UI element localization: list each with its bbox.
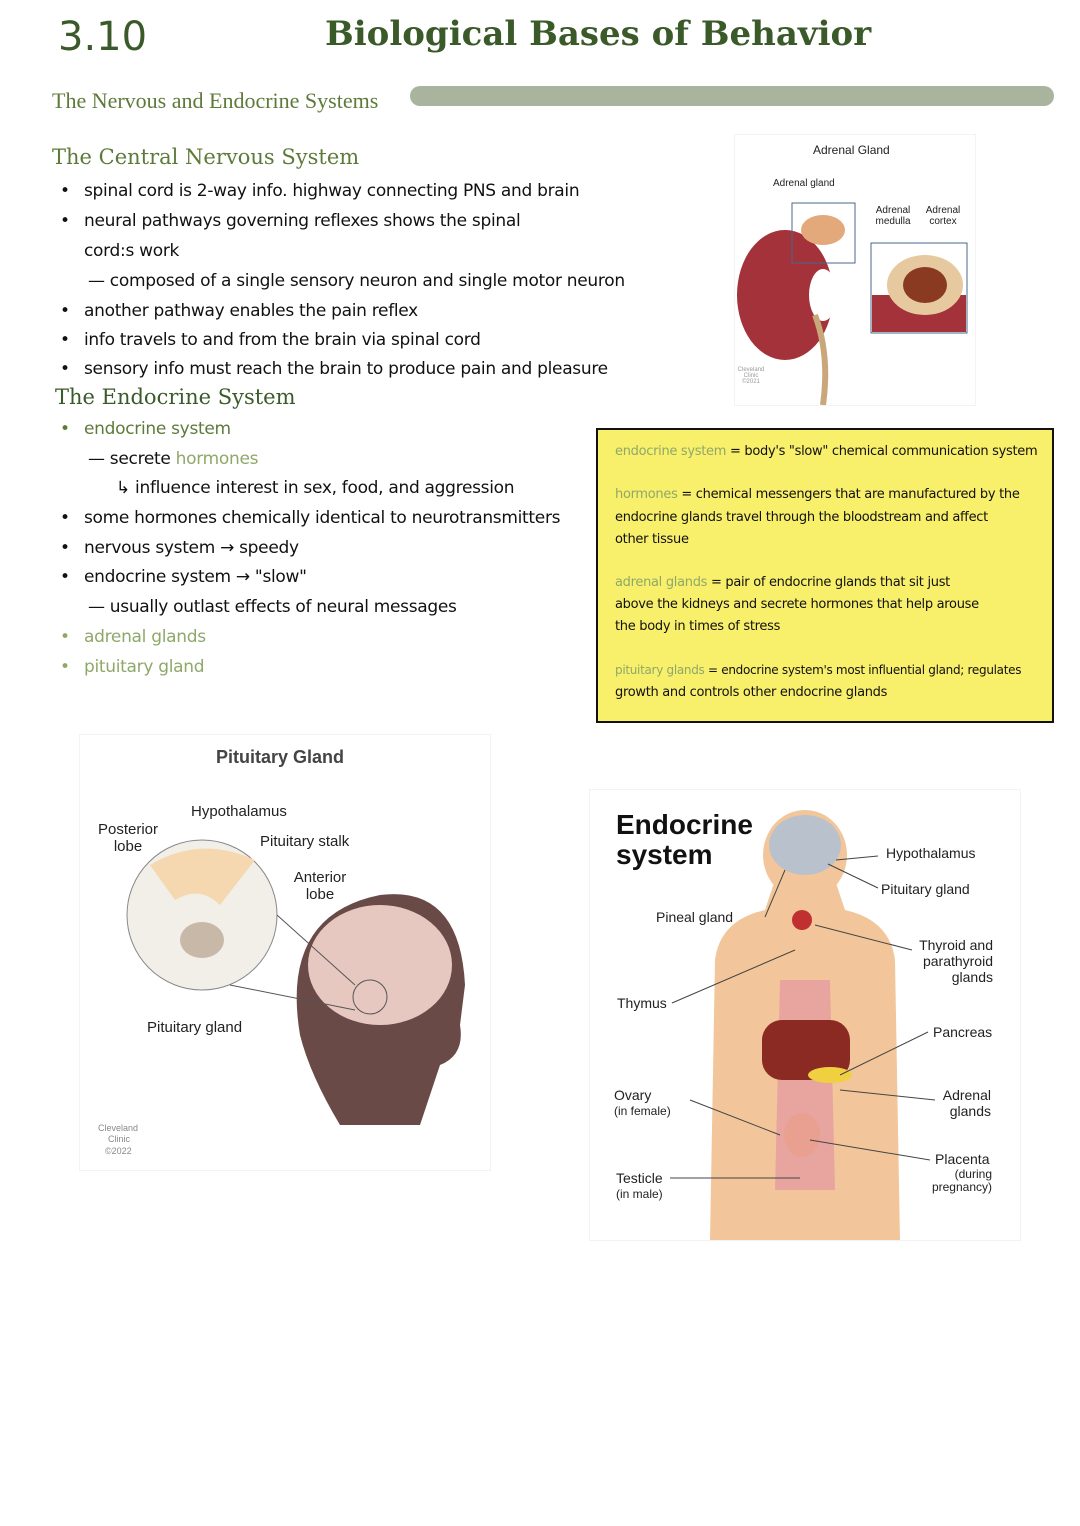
definition — [615, 444, 1037, 459]
credit: Clinic — [108, 1134, 131, 1144]
cns-line: • info travels to and from the brain via spinal cord — [84, 330, 481, 350]
page-title: Biological Bases of Behavior — [325, 14, 872, 54]
figure-title: Endocrine — [616, 809, 753, 840]
adrenal-gland-figure — [735, 135, 975, 405]
term: hormones — [615, 487, 678, 502]
cns-line: • another pathway enables the pain reflex — [84, 301, 418, 321]
endo-line — [88, 449, 258, 469]
hormones-term: hormones — [175, 449, 259, 469]
figure-title: system — [616, 839, 713, 870]
def-cont: above the kidneys and secrete hormones that help arouse — [615, 597, 979, 612]
def-cont: other tissue — [615, 532, 689, 547]
endo-line: • nervous system → speedy — [84, 538, 299, 558]
label: (in female) — [614, 1104, 671, 1118]
endo-line: — usually outlast effects of neural messages — [88, 597, 457, 617]
term: endocrine system — [615, 444, 727, 459]
label: Hypothalamus — [886, 845, 976, 861]
label: Hypothalamus — [191, 803, 287, 820]
pituitary-illustration — [80, 735, 490, 1170]
def: = chemical messengers that are manufactured by the — [677, 487, 1020, 502]
label: Ovary — [614, 1087, 652, 1103]
cns-line: — composed of a single sensory neuron and single motor neuron — [88, 271, 625, 291]
endo-line: • pituitary gland — [84, 657, 204, 677]
label: Pituitary stalk — [260, 833, 350, 850]
cns-line: cord:s work — [84, 241, 180, 261]
definition — [615, 487, 1020, 502]
cns-line: • neural pathways governing reflexes shows the spinal — [84, 211, 520, 231]
def: = endocrine system's most influential gland; regulates — [704, 663, 1022, 677]
label: Pituitary gland — [147, 1019, 243, 1036]
label: Thyroid and parathyroid glands — [919, 937, 993, 985]
def-cont: endocrine glands travel through the bloodstream and affect — [615, 510, 988, 525]
label: (during pregnancy) — [931, 1167, 992, 1194]
label: Adrenal medulla — [875, 205, 911, 227]
figure-title: Adrenal Gland — [813, 143, 890, 157]
credit: Cleveland — [98, 1123, 139, 1133]
endocrine-heading: The Endocrine System — [55, 385, 296, 409]
def-cont: growth and controls other endocrine glands — [615, 685, 888, 700]
endo-line: • endocrine system → "slow" — [84, 567, 307, 587]
label: Adrenal glands — [942, 1087, 991, 1119]
section-title: The Nervous and Endocrine Systems — [52, 88, 379, 113]
label: Adrenal gland — [773, 178, 835, 189]
label: (in male) — [616, 1187, 663, 1201]
credit: Cleveland Clinic ©2021 — [737, 367, 765, 385]
endo-line: • some hormones chemically identical to neurotransmitters — [84, 508, 560, 528]
def-cont: the body in times of stress — [615, 619, 781, 634]
definitions-box — [596, 428, 1054, 723]
label: Posterior lobe — [97, 821, 159, 855]
label: Pancreas — [933, 1024, 993, 1040]
kidney-illustration — [735, 135, 975, 405]
figure-title: Pituitary Gland — [216, 747, 345, 767]
def: = pair of endocrine glands that sit just — [707, 575, 950, 590]
term: pituitary glands — [615, 663, 705, 677]
term: adrenal glands — [615, 575, 708, 590]
section-divider — [410, 86, 1054, 106]
label: Pituitary gland — [881, 881, 970, 897]
label: Adrenal cortex — [925, 205, 961, 227]
endo-line: ↳ influence interest in sex, food, and aggression — [116, 478, 515, 498]
label: Testicle — [616, 1170, 663, 1186]
definition — [615, 663, 1021, 677]
label: Thymus — [617, 995, 667, 1011]
endocrine-system-figure — [590, 790, 1020, 1240]
cns-heading: The Central Nervous System — [52, 145, 360, 169]
label: Anterior lobe — [293, 869, 347, 903]
endo-line: • endocrine system — [84, 419, 231, 439]
def: = body's "slow" chemical communication system — [726, 444, 1038, 459]
pituitary-gland-figure — [80, 735, 490, 1170]
label: Placenta — [935, 1151, 990, 1167]
credit: ©2022 — [105, 1146, 132, 1156]
section-number: 3.10 — [58, 14, 148, 60]
definition — [615, 575, 950, 590]
label: Pineal gland — [656, 909, 734, 925]
cns-line: • sensory info must reach the brain to produce pain and pleasure — [84, 359, 608, 379]
text: — secrete — [88, 449, 176, 469]
cns-line: • spinal cord is 2-way info. highway connecting PNS and brain — [84, 181, 579, 201]
endo-line: • adrenal glands — [84, 627, 206, 647]
